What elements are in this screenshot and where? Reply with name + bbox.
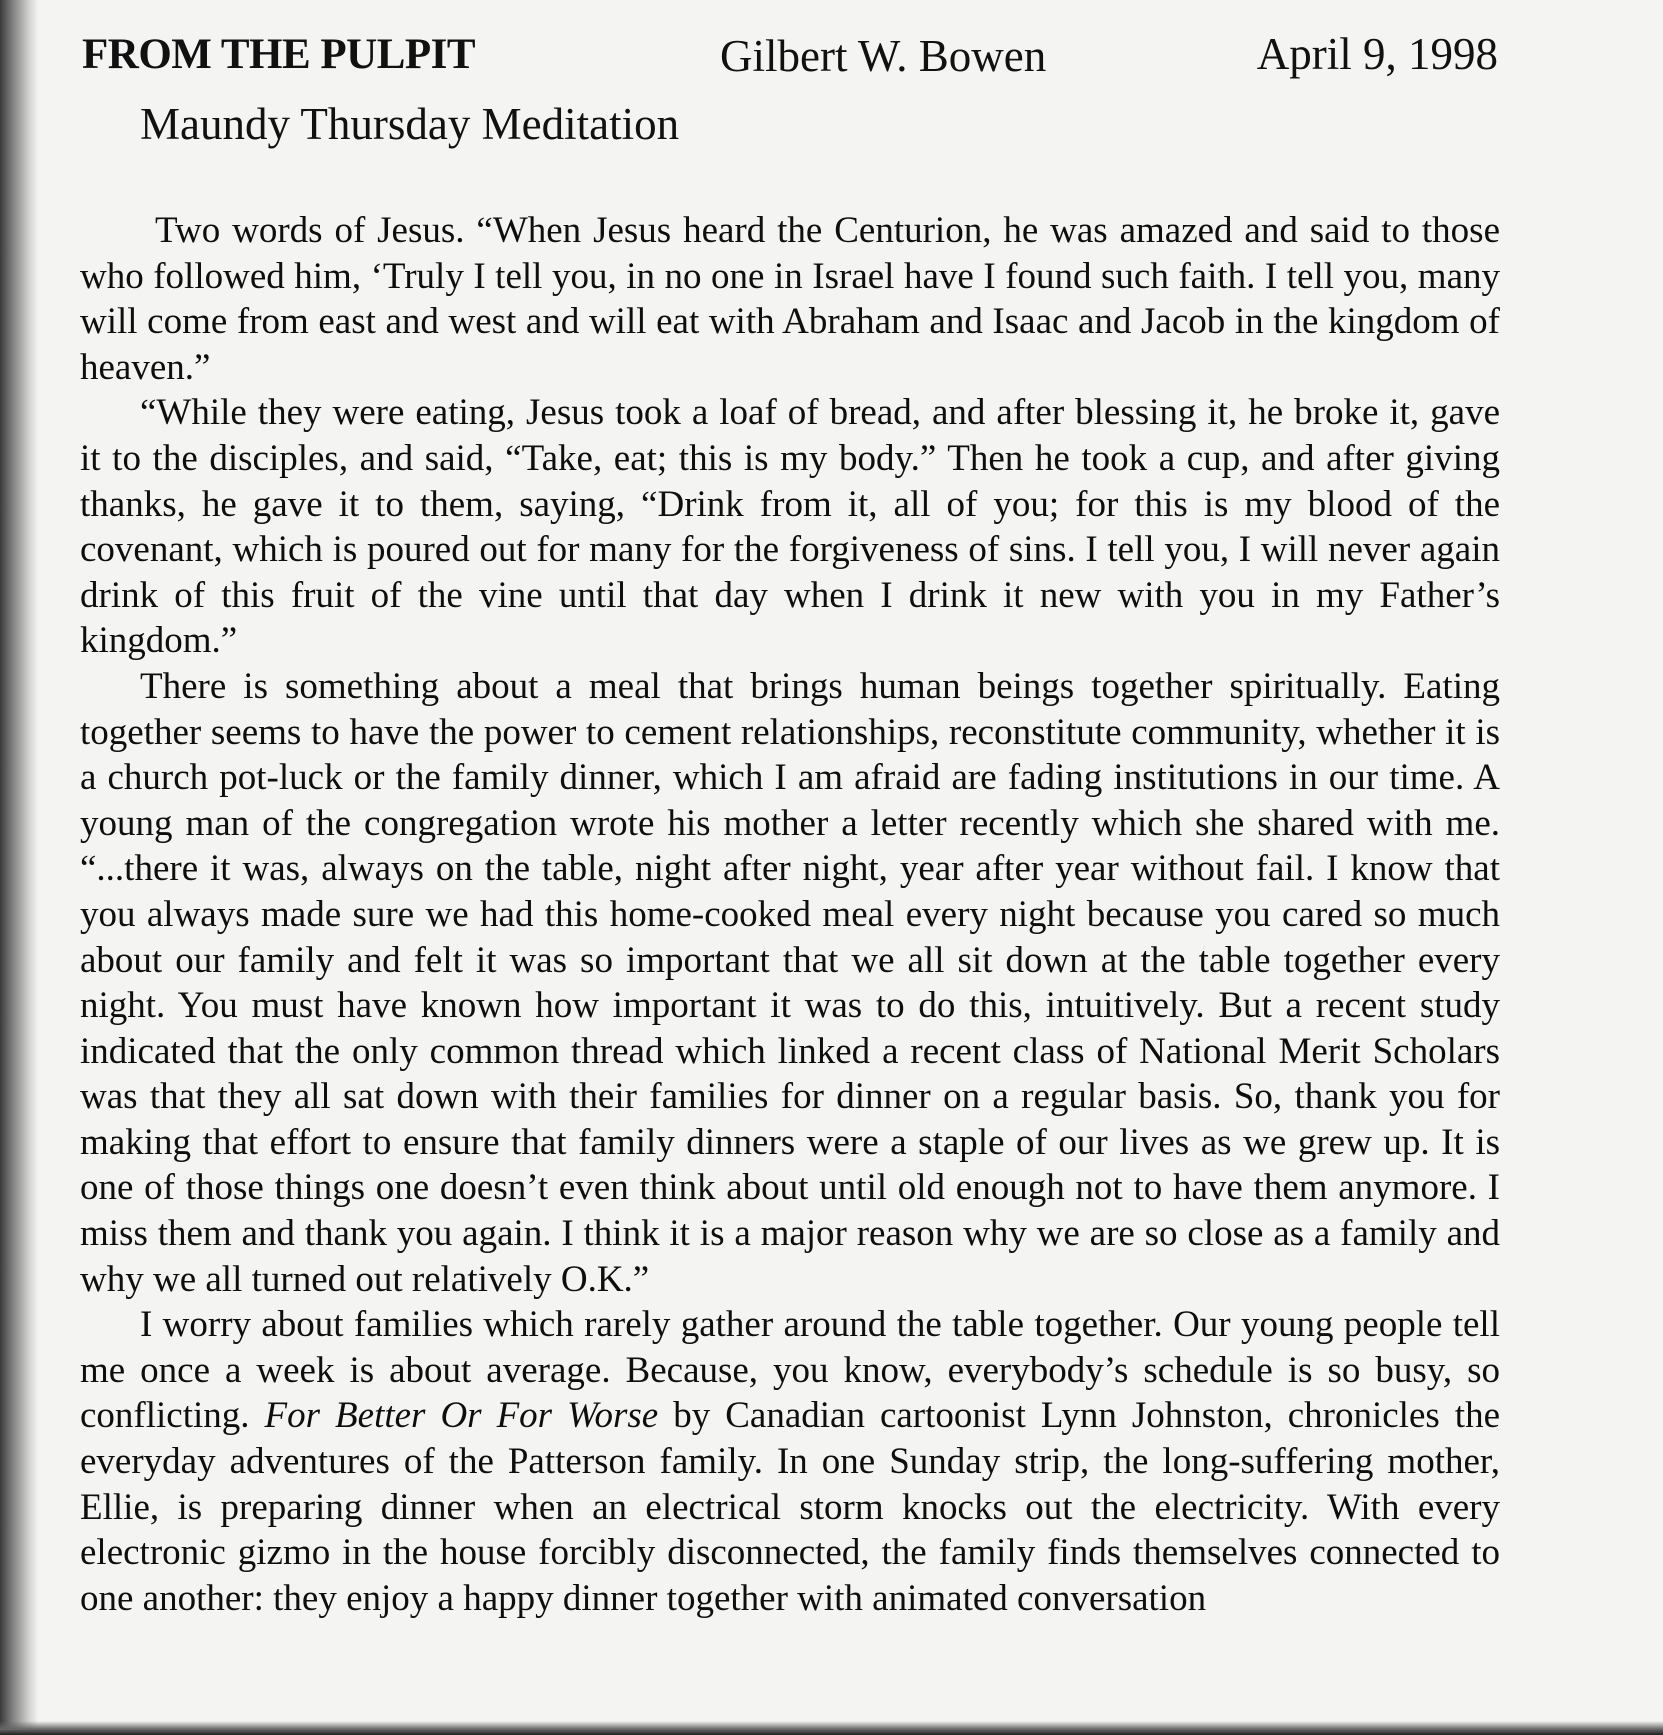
section-title: FROM THE PULPIT [82,31,476,78]
author-name: Gilbert W. Bowen [720,31,1047,81]
paragraph-4-end: by Canadian cartoonist Lynn Johnston, chronicles the everyday adventures of the Patterson family. In one Sunday strip, the long-suffering mother, Ellie, is preparing dinner when an electrical storm knocks out the electricity. With every electronic gizmo in the house forcibly disconnected, the family finds themselves connected to one another: they enjoy a happy dinner together with animated conversation [80,1395,1500,1619]
paragraph-4 [80,1302,1500,1621]
sermon-date: April 9, 1998 [1256,29,1498,79]
sermon-subtitle: Maundy Thursday Meditation [140,99,680,149]
paragraph-1: Two words of Jesus. “When Jesus heard the Centurion, he was amazed and said to those who followed him, ‘Truly I tell you, in no one in Israel have I found such faith. I tell you, many will come from east and west and will eat with Abraham and Isaac and Jacob in the kingdom of heaven.” [80,210,1500,388]
paragraph-2: “While they were eating, Jesus took a loaf of bread, and after blessing it, he broke it, gave it to the disciples, and said, “Take, eat; this is my body.” Then he took a cup, and after giving thanks, he gave it to them, saying, “Drink from it, all of you; for this is my blood of the covenant, which is poured out for many for the forgiveness of sins. I tell you, I will never again drink of this fruit of the vine until that day when I drink it new with you in my Father’s kingdom.” [80,392,1500,662]
paragraph-3: There is something about a meal that brings human beings together spiritually. Eating together seems to have the power to cement relationships, reconstitute community, whether it is a church pot-luck or the family dinner, which I am afraid are fading institutions in our time. A young man of the congregation wrote his mother a letter recently which she shared with me. “...there it was, always on the table, night after night, year after year without fail. I know that you always made sure we had this home-cooked meal every night because you cared so much about our family and felt it was so important that we all sit down at the table together every night. You must have known how important it was to do this, intuitively. But a recent study indicated that the only common thread which linked a recent class of National Merit Scholars was that they all sat down with their families for dinner on a regular basis. So, thank you for making that effort to ensure that family dinners were a staple of our lives as we grew up. It is one of those things one doesn’t even think about until old enough not to have them anymore. I miss them and thank you again. I think it is a major reason why we are so close as a family and why we all turned out relatively O.K.” [80,665,1500,1300]
sermon-body [80,208,1500,1621]
paragraph-4-start: I worry about families which rarely gather around the table together. Our young people tell me once a week is about average. Because, you know, everybody’s schedule is so busy, so conflicting. [80,1304,1500,1437]
comic-strip-title: For Better Or For Worse [264,1395,659,1437]
page-header [82,30,1498,90]
